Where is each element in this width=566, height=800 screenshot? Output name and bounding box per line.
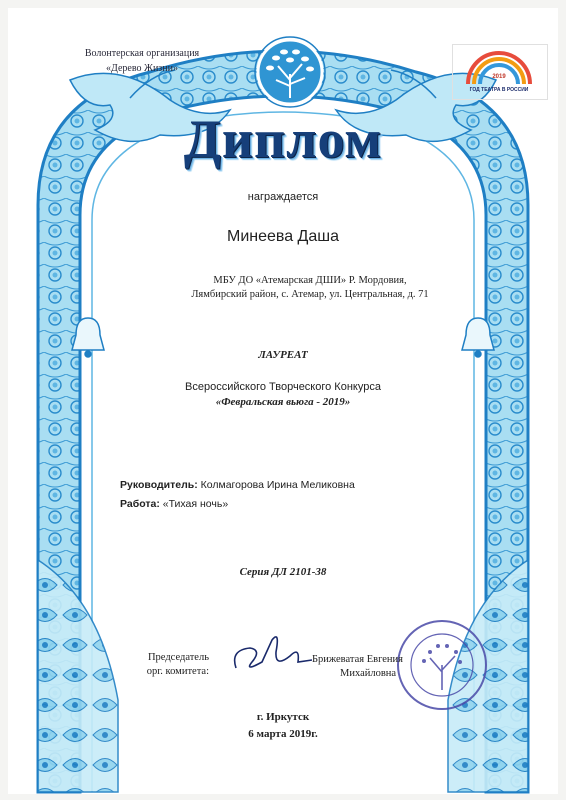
- work-row: [120, 498, 228, 510]
- address-line1: МБУ ДО «Атемарская ДШИ» Р. Мордовия,: [213, 275, 407, 286]
- signature-scribble: [235, 637, 312, 668]
- work-label: Работа:: [120, 498, 160, 510]
- signer-name-line2: Михайловна: [340, 668, 397, 679]
- theatre-year-number: 2019: [492, 74, 506, 80]
- chair-label-line2: орг. комитета:: [146, 666, 209, 677]
- tree-of-life-logo-icon: [255, 37, 325, 107]
- work-value: «Тихая ночь»: [162, 498, 229, 510]
- theatre-year-label: ГОД ТЕАТРА В РОССИИ: [469, 87, 529, 93]
- leader-row: [120, 479, 355, 491]
- signer-name-line1: Брижеватая Евгения: [312, 654, 403, 665]
- diploma-title: Диплом: [183, 109, 383, 169]
- award-title: ЛАУРЕАТ: [258, 349, 308, 361]
- contest-name: «Февральская вьюга - 2019»: [215, 396, 351, 408]
- issue-date: 6 марта 2019г.: [248, 728, 318, 740]
- organization-name-line1: Волонтерская организация: [84, 48, 200, 59]
- chair-label-line1: Председатель: [147, 652, 209, 663]
- leader-label: Руководитель:: [120, 479, 198, 491]
- series-number: Серия ДЛ 2101-38: [239, 566, 327, 578]
- awarded-label: награждается: [247, 191, 319, 203]
- contest-line1: Всероссийского Творческого Конкурса: [185, 381, 381, 393]
- city: г. Иркутск: [256, 711, 310, 723]
- organization-seal-icon: [398, 621, 486, 709]
- organization-name-line2: «Дерево Жизни»: [106, 63, 178, 74]
- leader-value: Колмагорова Ирина Меликовна: [200, 479, 355, 491]
- address-line2: Лямбирский район, с. Атемар, ул. Центральная, д. 71: [191, 289, 429, 300]
- recipient-name: Минеева Даша: [226, 228, 340, 245]
